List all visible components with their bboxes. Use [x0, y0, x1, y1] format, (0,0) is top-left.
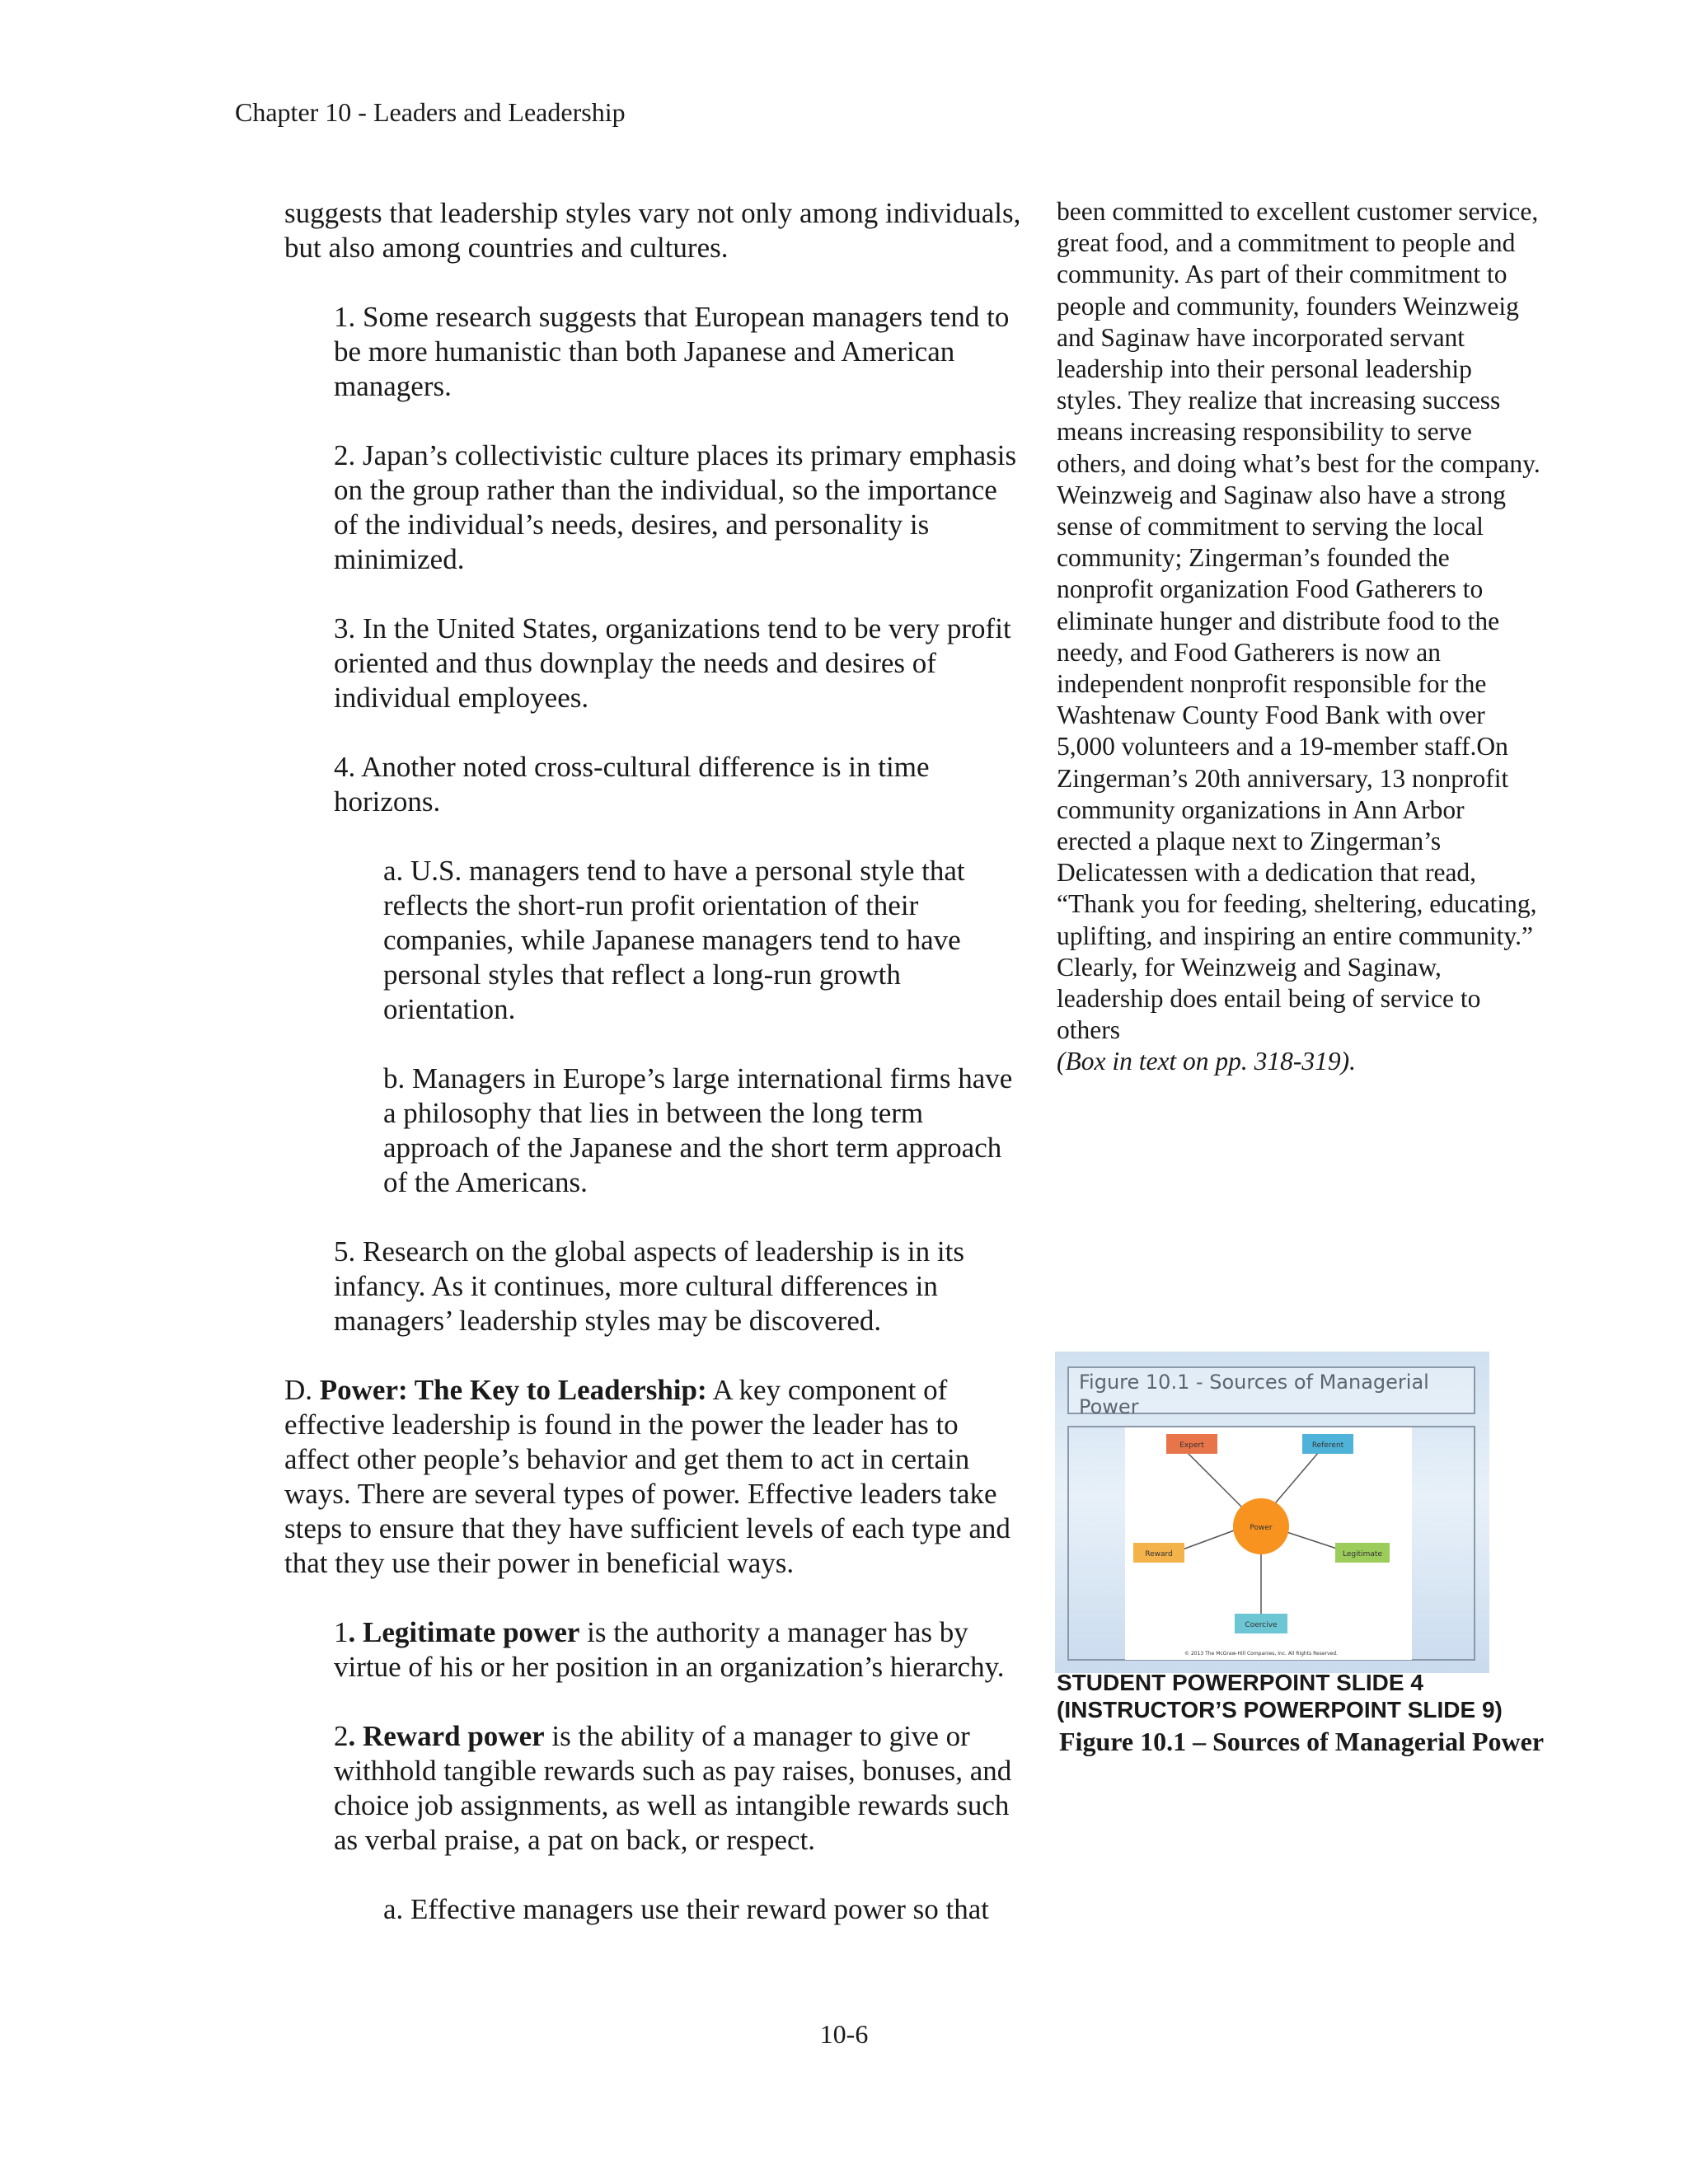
power-node-label: Power [1250, 1524, 1273, 1532]
reward-power-item [284, 1719, 1026, 1858]
list-item-4b: b. Managers in Europe’s large international firms have a philosophy that lies in between the long term approach of the Japanese and the short term approach of the Americans. [383, 1062, 1013, 1198]
legitimate-power-item [284, 1615, 1026, 1685]
list-item-4: 4. Another noted cross-cultural difference is in time horizons. [334, 751, 930, 818]
box-reference: (Box in text on pp. 318-319). [1057, 1047, 1357, 1076]
legitimate-power-term: . Legitimate power [348, 1616, 580, 1648]
reward-power-text: is the ability of a manager to give or withhold tangible rewards such as pay raises, bonuses, and choice job assignments, as well as intangible rewards such as verbal praise, a pat on back, or respect. [334, 1720, 1012, 1856]
expert-node-label: Expert [1179, 1441, 1204, 1450]
referent-node-label: Referent [1311, 1441, 1344, 1450]
section-d-paragraph [284, 1373, 1026, 1581]
list-item-5: 5. Research on the global aspects of leadership is in its infancy. As it continues, more cultural differences in managers’ leadership styles may be discovered. [334, 1235, 964, 1337]
powerpoint-slide-thumbnail [1055, 1352, 1489, 1673]
list-item-3: 3. In the United States, organizations tend to be very profit oriented and thus downplay the needs and desires of individual employees. [334, 612, 1011, 714]
intro-paragraph: suggests that leadership styles vary not only among individuals, but also among countries and cultures. [284, 197, 1021, 264]
slide-copyright: © 2013 The McGraw-Hill Companies, Inc. All Rights Reserved. [1184, 1651, 1338, 1657]
left-column [284, 196, 1026, 1927]
legitimate-node-label: Legitimate [1343, 1550, 1382, 1558]
page-number: 10-6 [819, 2019, 869, 2049]
list-item-1: 1. Some research suggests that European managers tend to be more humanistic than both Japanese and American managers. [334, 301, 1010, 402]
reward-power-num: 2 [334, 1720, 349, 1752]
running-header: Chapter 10 - Leaders and Leadership [235, 97, 626, 127]
power-diagram [1055, 1352, 1489, 1673]
student-slide-label: STUDENT POWERPOINT SLIDE 4 [1057, 1670, 1423, 1695]
list-item-4a: a. U.S. managers tend to have a personal style that reflects the short-run profit orientation of their companies, while Japanese managers tend to have personal styles that reflect a long-run growth orientation. [383, 855, 965, 1025]
figure-title: Figure 10.1 – Sources of Managerial Power [1059, 1727, 1545, 1756]
legitimate-power-num: 1 [334, 1616, 349, 1648]
section-d-text: A key component of effective leadership is found in the power the leader has to affect other people’s behavior and get them to act in certain ways. There are several types of power. Effective leaders take steps to ensure that they have sufficient levels of each type and that they use their power in beneficial ways. [284, 1374, 1010, 1579]
legitimate-power-text: is the authority a manager has by virtue of his or her position in an organization’s hierarchy. [334, 1616, 1005, 1683]
section-d-letter: D. [284, 1374, 320, 1406]
section-d-title: Power: The Key to Leadership: [319, 1374, 707, 1406]
slide-title: Figure 10.1 - Sources of Managerial Power [1067, 1366, 1475, 1414]
figure-caption [1057, 1669, 1551, 1757]
reward-node-label: Reward [1145, 1550, 1173, 1558]
coercive-node-label: Coercive [1245, 1621, 1278, 1629]
box-paragraph: been committed to excellent customer service, great food, and a commitment to people and community. As part of their commitment to people and community, founders Weinzweig and Saginaw have incorporated servant leadership into their personal leadership styles. They realize that increasing success means increasing responsibility to serve others, and doing what’s best for the company. Weinzweig and Saginaw also have a strong sense of commitment to serving the local community; Zingerman’s founded the nonprofit organization Food Gatherers to eliminate hunger and distribute food to the needy, and Food Gatherers is now an independent nonprofit responsible for the Washtenaw County Food Bank with over 5,000 volunteers and a 19-member staff.On Zingerman’s 20th anniversary, 13 nonprofit community organizations in Ann Arbor erected a plaque next to Zingerman’s Delicatessen with a dedication that read, “Thank you for feeding, sheltering, educating, uplifting, and inspiring an entire community.” Clearly, for Weinzweig and Saginaw, leadership does entail being of service to others [1057, 197, 1540, 1045]
list-item-2a: a. Effective managers use their reward power so that [383, 1893, 990, 1925]
reward-power-term: . Reward power [348, 1720, 545, 1752]
list-item-2: 2. Japan’s collectivistic culture places its primary emphasis on the group rather than the individual, so the importance of the individual’s needs, desires, and personality is minimized. [334, 439, 1017, 575]
instructor-slide-label: (INSTRUCTOR’S POWERPOINT SLIDE 9) [1057, 1697, 1503, 1722]
right-column-box [1057, 196, 1543, 1078]
